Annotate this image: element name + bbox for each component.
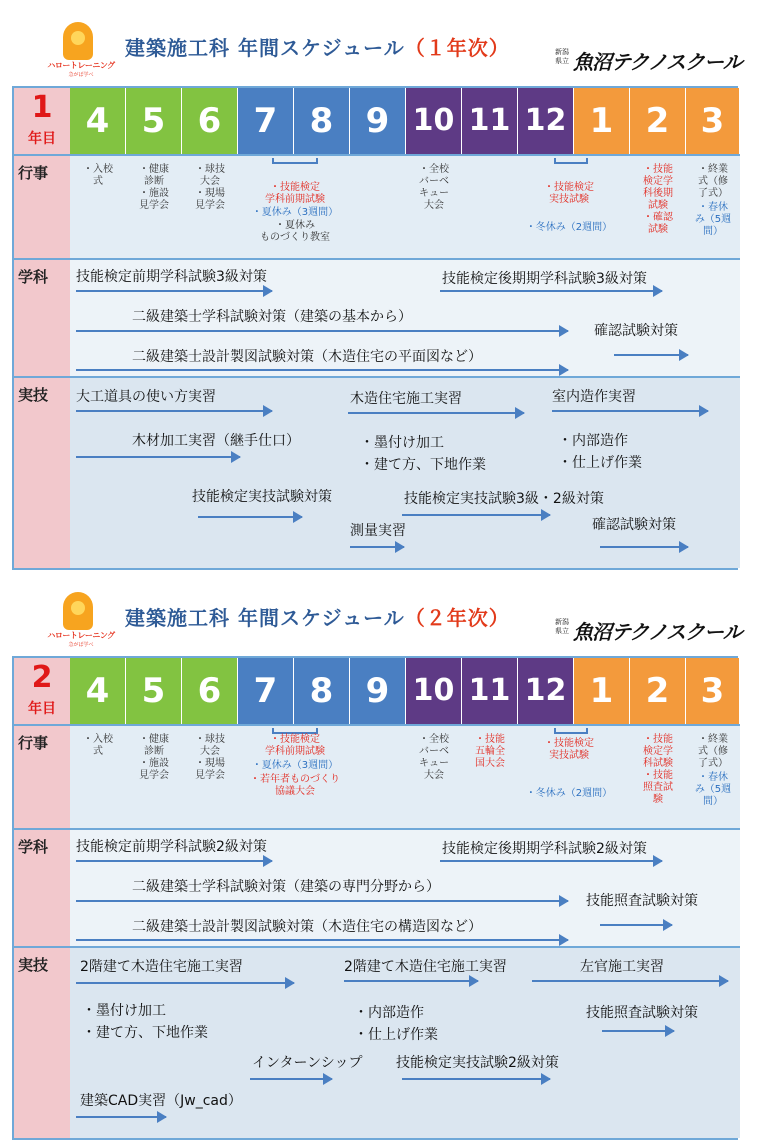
row-label-gakka: 学科 bbox=[18, 838, 49, 856]
page-title bbox=[125, 32, 510, 61]
month-apr: 4 bbox=[70, 88, 126, 154]
gakka-item: 二級建築士学科試験対策（建築の基本から） bbox=[132, 309, 412, 325]
jitsugi-item: 技能検定実技試験対策 bbox=[192, 489, 332, 505]
arrow-icon bbox=[76, 369, 568, 371]
event-line: 間） bbox=[703, 796, 723, 807]
arrow-icon bbox=[250, 1078, 332, 1080]
event-line: 検定学 bbox=[643, 746, 673, 757]
gakka-item: 確認試験対策 bbox=[594, 323, 678, 339]
gakka-item: 技能検定前期学科試験2級対策 bbox=[76, 839, 267, 855]
arrow-icon bbox=[532, 980, 728, 982]
month-oct: 10 bbox=[406, 88, 462, 154]
jitsugi-item: ・建て方、下地作業 bbox=[82, 1025, 208, 1041]
event-line: ・健康 bbox=[139, 164, 169, 175]
schedule-table bbox=[12, 86, 738, 570]
month-jun: 6 bbox=[182, 88, 238, 154]
arrow-icon bbox=[440, 290, 662, 292]
gakka-item: 技能検定後期期学科試験2級対策 bbox=[442, 841, 647, 857]
event-line: ・技能 bbox=[643, 770, 673, 781]
school-title: 魚沼テクノスクール bbox=[573, 50, 742, 74]
bracket-icon bbox=[272, 158, 318, 164]
event-line: 科後期 bbox=[643, 188, 673, 199]
event-line: ・入校 bbox=[83, 164, 113, 175]
arrow-icon bbox=[198, 516, 302, 518]
year-label: （１年次） bbox=[404, 36, 510, 60]
event-line: ・技能検定 bbox=[270, 182, 320, 193]
event-line: 協議大会 bbox=[275, 786, 315, 797]
title-text: 建築施工科 年間スケジュール bbox=[125, 606, 405, 630]
jitsugi-item: ・墨付け加工 bbox=[82, 1003, 166, 1019]
event-spring-break bbox=[690, 202, 736, 238]
event-line: 大会 bbox=[200, 176, 220, 187]
event-line: 試験 bbox=[648, 200, 668, 211]
event-line: 診断 bbox=[144, 176, 164, 187]
event-line: 式 bbox=[93, 176, 103, 187]
left-column bbox=[14, 88, 70, 568]
jitsugi-item: 技能検定実技試験3級・2級対策 bbox=[404, 491, 604, 507]
event-line: ・全校 bbox=[419, 734, 449, 745]
arrow-icon bbox=[348, 412, 524, 414]
event-jun bbox=[186, 164, 234, 212]
event-line: ・現場 bbox=[195, 758, 225, 769]
month-jan: 1 bbox=[574, 88, 630, 154]
divider bbox=[14, 258, 740, 260]
grade-label: 年目 bbox=[28, 701, 56, 717]
row-label-events: 行事 bbox=[18, 734, 49, 752]
event-line: キュー bbox=[419, 188, 449, 199]
month-apr: 4 bbox=[70, 658, 126, 724]
grade-number: 2 bbox=[31, 660, 53, 695]
jitsugi-item: 2階建て木造住宅施工実習 bbox=[344, 959, 507, 975]
arrow-icon bbox=[76, 410, 272, 412]
event-line: ・春休 bbox=[698, 772, 728, 783]
arrow-icon bbox=[76, 456, 240, 458]
arrow-icon bbox=[402, 514, 550, 516]
month-mar: 3 bbox=[686, 658, 740, 724]
school-name bbox=[555, 616, 745, 642]
event-line: ものづくり教室 bbox=[260, 232, 330, 243]
month-dec: 12 bbox=[518, 88, 574, 154]
left-column bbox=[14, 658, 70, 1138]
event-line: ・技能検定 bbox=[270, 734, 320, 745]
month-sep: 9 bbox=[350, 88, 406, 154]
event-line: み（5週 bbox=[694, 784, 732, 795]
arrow-icon bbox=[402, 1078, 550, 1080]
divider bbox=[14, 154, 740, 156]
event-summer-class bbox=[240, 220, 350, 244]
month-feb: 2 bbox=[630, 88, 686, 154]
event-line: ・技能 bbox=[643, 734, 673, 745]
event-line: 診断 bbox=[144, 746, 164, 757]
event-summer-exam bbox=[240, 182, 350, 206]
rocket-mascot-icon bbox=[63, 592, 93, 630]
month-dec: 12 bbox=[518, 658, 574, 724]
arrow-icon bbox=[440, 860, 662, 862]
hello-training-logo bbox=[45, 592, 115, 648]
grade-number: 1 bbox=[31, 90, 53, 125]
event-dec-exam bbox=[514, 738, 624, 762]
event-line: 大会 bbox=[424, 200, 444, 211]
schedule-year2 bbox=[0, 580, 760, 1140]
jitsugi-item: インターンシップ bbox=[252, 1055, 363, 1071]
event-line: ・終業 bbox=[698, 734, 728, 745]
month-aug: 8 bbox=[294, 88, 350, 154]
jitsugi-item: 木造住宅施工実習 bbox=[350, 391, 462, 407]
page-title bbox=[125, 602, 510, 631]
event-line: ・球技 bbox=[195, 164, 225, 175]
arrow-icon bbox=[600, 924, 672, 926]
jitsugi-item: ・仕上げ作業 bbox=[558, 455, 642, 471]
event-line: ・入校 bbox=[83, 734, 113, 745]
arrow-icon bbox=[600, 546, 688, 548]
hello-training-logo bbox=[45, 22, 115, 78]
event-line: ・球技 bbox=[195, 734, 225, 745]
event-line: 大会 bbox=[424, 770, 444, 781]
event-line: 照査試 bbox=[643, 782, 673, 793]
jitsugi-item: 2階建て木造住宅施工実習 bbox=[80, 959, 243, 975]
month-nov: 11 bbox=[462, 88, 518, 154]
event-summer-break: ・夏休み（3週間） bbox=[251, 207, 339, 218]
bracket-icon bbox=[554, 728, 588, 734]
school-name bbox=[555, 46, 745, 72]
jitsugi-item: ・墨付け加工 bbox=[360, 435, 444, 451]
month-aug: 8 bbox=[294, 658, 350, 724]
month-sep: 9 bbox=[350, 658, 406, 724]
arrow-icon bbox=[76, 290, 272, 292]
jitsugi-item: ・内部造作 bbox=[354, 1005, 424, 1021]
row-label-jitsugi: 実技 bbox=[18, 386, 49, 404]
jitsugi-item: ・内部造作 bbox=[558, 433, 628, 449]
title-text: 建築施工科 年間スケジュール bbox=[125, 36, 405, 60]
event-line: 検定学 bbox=[643, 176, 673, 187]
month-may: 5 bbox=[126, 658, 182, 724]
event-line: キュー bbox=[419, 758, 449, 769]
school-prefecture: 新潟県立 bbox=[555, 48, 569, 65]
event-line: 実技試験 bbox=[549, 194, 589, 205]
arrow-icon bbox=[76, 330, 568, 332]
jitsugi-item: 技能照査試験対策 bbox=[586, 1005, 698, 1021]
month-jul: 7 bbox=[238, 658, 294, 724]
event-line: 試験 bbox=[648, 224, 668, 235]
event-line: 国大会 bbox=[475, 758, 505, 769]
event-line: 見学会 bbox=[139, 770, 169, 781]
row-label-gakka: 学科 bbox=[18, 268, 49, 286]
logo-sub-text: 急がば学べ bbox=[68, 72, 94, 78]
event-line: 了式） bbox=[698, 758, 728, 769]
row-label-jitsugi: 実技 bbox=[18, 956, 49, 974]
month-jun: 6 bbox=[182, 658, 238, 724]
event-line: ・施設 bbox=[139, 758, 169, 769]
month-feb: 2 bbox=[630, 658, 686, 724]
event-dec-exam bbox=[514, 182, 624, 206]
divider bbox=[14, 376, 740, 378]
jitsugi-item: 大工道具の使い方実習 bbox=[76, 389, 216, 405]
schedule-table bbox=[12, 656, 738, 1140]
event-line: 式 bbox=[93, 746, 103, 757]
event-line: 験 bbox=[653, 794, 663, 805]
gakka-item: 技能検定前期学科試験3級対策 bbox=[76, 269, 267, 285]
event-line: 見学会 bbox=[139, 200, 169, 211]
grade-header bbox=[14, 658, 70, 724]
school-prefecture: 新潟県立 bbox=[555, 618, 569, 635]
event-oct bbox=[410, 734, 458, 782]
jitsugi-item: 技能検定実技試験2級対策 bbox=[396, 1055, 559, 1071]
arrow-icon bbox=[76, 982, 294, 984]
event-line: 見学会 bbox=[195, 200, 225, 211]
event-line: ・施設 bbox=[139, 188, 169, 199]
event-line: み（5週 bbox=[694, 214, 732, 225]
event-line: 五輪全 bbox=[475, 746, 505, 757]
arrow-icon bbox=[76, 939, 568, 941]
arrow-icon bbox=[76, 1116, 166, 1118]
event-winter-break: ・冬休み（2週間） bbox=[525, 788, 613, 799]
logo-sub-text: 急がば学べ bbox=[68, 642, 94, 648]
event-summer-break: ・夏休み（3週間） bbox=[251, 760, 339, 771]
event-mar-closing bbox=[690, 164, 736, 200]
event-winter-break: ・冬休み（2週間） bbox=[525, 222, 613, 233]
event-line: ・全校 bbox=[419, 164, 449, 175]
event-feb bbox=[634, 164, 682, 236]
event-may bbox=[130, 164, 178, 212]
logo-brand-text: ハロートレーニング bbox=[47, 631, 115, 640]
event-line: ・終業 bbox=[698, 164, 728, 175]
bracket-icon bbox=[554, 158, 588, 164]
event-line: 了式） bbox=[698, 188, 728, 199]
arrow-icon bbox=[350, 546, 404, 548]
event-line: 科試験 bbox=[643, 758, 673, 769]
jitsugi-item: 建築CAD実習（Jw_cad） bbox=[80, 1093, 242, 1109]
event-line: ・確認 bbox=[643, 212, 673, 223]
event-spring-break bbox=[690, 772, 736, 808]
event-line: バーベ bbox=[419, 176, 449, 187]
logo-brand-text: ハロートレーニング bbox=[47, 61, 115, 70]
gakka-item: 二級建築士学科試験対策（建築の専門分野から） bbox=[132, 879, 440, 895]
jitsugi-item: ・建て方、下地作業 bbox=[360, 457, 486, 473]
schedule-year1 bbox=[0, 10, 760, 570]
gakka-item: 二級建築士設計製図試験対策（木造住宅の平面図など） bbox=[132, 349, 482, 365]
month-nov: 11 bbox=[462, 658, 518, 724]
event-oct bbox=[410, 164, 458, 212]
divider bbox=[14, 946, 740, 948]
event-line: ・技能検定 bbox=[544, 182, 594, 193]
arrow-icon bbox=[552, 410, 708, 412]
event-line: 大会 bbox=[200, 746, 220, 757]
event-nov bbox=[466, 734, 514, 770]
event-feb bbox=[634, 734, 682, 806]
arrow-icon bbox=[614, 354, 688, 356]
event-youth-contest bbox=[240, 774, 350, 798]
gakka-item: 技能検定後期期学科試験3級対策 bbox=[442, 271, 647, 287]
event-summer-exam bbox=[240, 734, 350, 758]
divider bbox=[14, 724, 740, 726]
jitsugi-item: 室内造作実習 bbox=[552, 389, 636, 405]
event-apr bbox=[74, 734, 122, 758]
jitsugi-item: ・仕上げ作業 bbox=[354, 1027, 438, 1043]
rocket-mascot-icon bbox=[63, 22, 93, 60]
jitsugi-item: 確認試験対策 bbox=[592, 517, 676, 533]
event-line: ・春休 bbox=[698, 202, 728, 213]
month-jan: 1 bbox=[574, 658, 630, 724]
arrow-icon bbox=[76, 900, 568, 902]
event-line: 式（修 bbox=[698, 176, 728, 187]
event-line: 実技試験 bbox=[549, 750, 589, 761]
event-line: 学科前期試験 bbox=[265, 194, 325, 205]
event-line: ・健康 bbox=[139, 734, 169, 745]
event-may bbox=[130, 734, 178, 782]
school-title: 魚沼テクノスクール bbox=[573, 620, 742, 644]
arrow-icon bbox=[76, 860, 272, 862]
arrow-icon bbox=[602, 1030, 674, 1032]
event-line: ・技能 bbox=[475, 734, 505, 745]
month-oct: 10 bbox=[406, 658, 462, 724]
event-line: ・技能検定 bbox=[544, 738, 594, 749]
month-mar: 3 bbox=[686, 88, 740, 154]
grade-header bbox=[14, 88, 70, 154]
event-apr bbox=[74, 164, 122, 188]
year-label: （２年次） bbox=[404, 606, 510, 630]
month-jul: 7 bbox=[238, 88, 294, 154]
gakka-item: 二級建築士設計製図試験対策（木造住宅の構造図など） bbox=[132, 919, 482, 935]
grade-label: 年目 bbox=[28, 131, 56, 147]
event-line: 間） bbox=[703, 226, 723, 237]
month-may: 5 bbox=[126, 88, 182, 154]
arrow-icon bbox=[344, 980, 478, 982]
divider bbox=[14, 828, 740, 830]
event-line: ・現場 bbox=[195, 188, 225, 199]
event-mar-closing bbox=[690, 734, 736, 770]
jitsugi-item: 測量実習 bbox=[350, 523, 406, 539]
event-line: ・夏休み bbox=[275, 220, 315, 231]
row-label-events: 行事 bbox=[18, 164, 49, 182]
gakka-item: 技能照査試験対策 bbox=[586, 893, 698, 909]
event-line: 見学会 bbox=[195, 770, 225, 781]
event-line: 式（修 bbox=[698, 746, 728, 757]
event-line: ・技能 bbox=[643, 164, 673, 175]
event-line: バーベ bbox=[419, 746, 449, 757]
event-line: ・若年者ものづくり bbox=[250, 774, 340, 785]
event-jun bbox=[186, 734, 234, 782]
event-line: 学科前期試験 bbox=[265, 746, 325, 757]
jitsugi-item: 木材加工実習（継手仕口） bbox=[132, 433, 300, 449]
jitsugi-item: 左官施工実習 bbox=[580, 959, 664, 975]
